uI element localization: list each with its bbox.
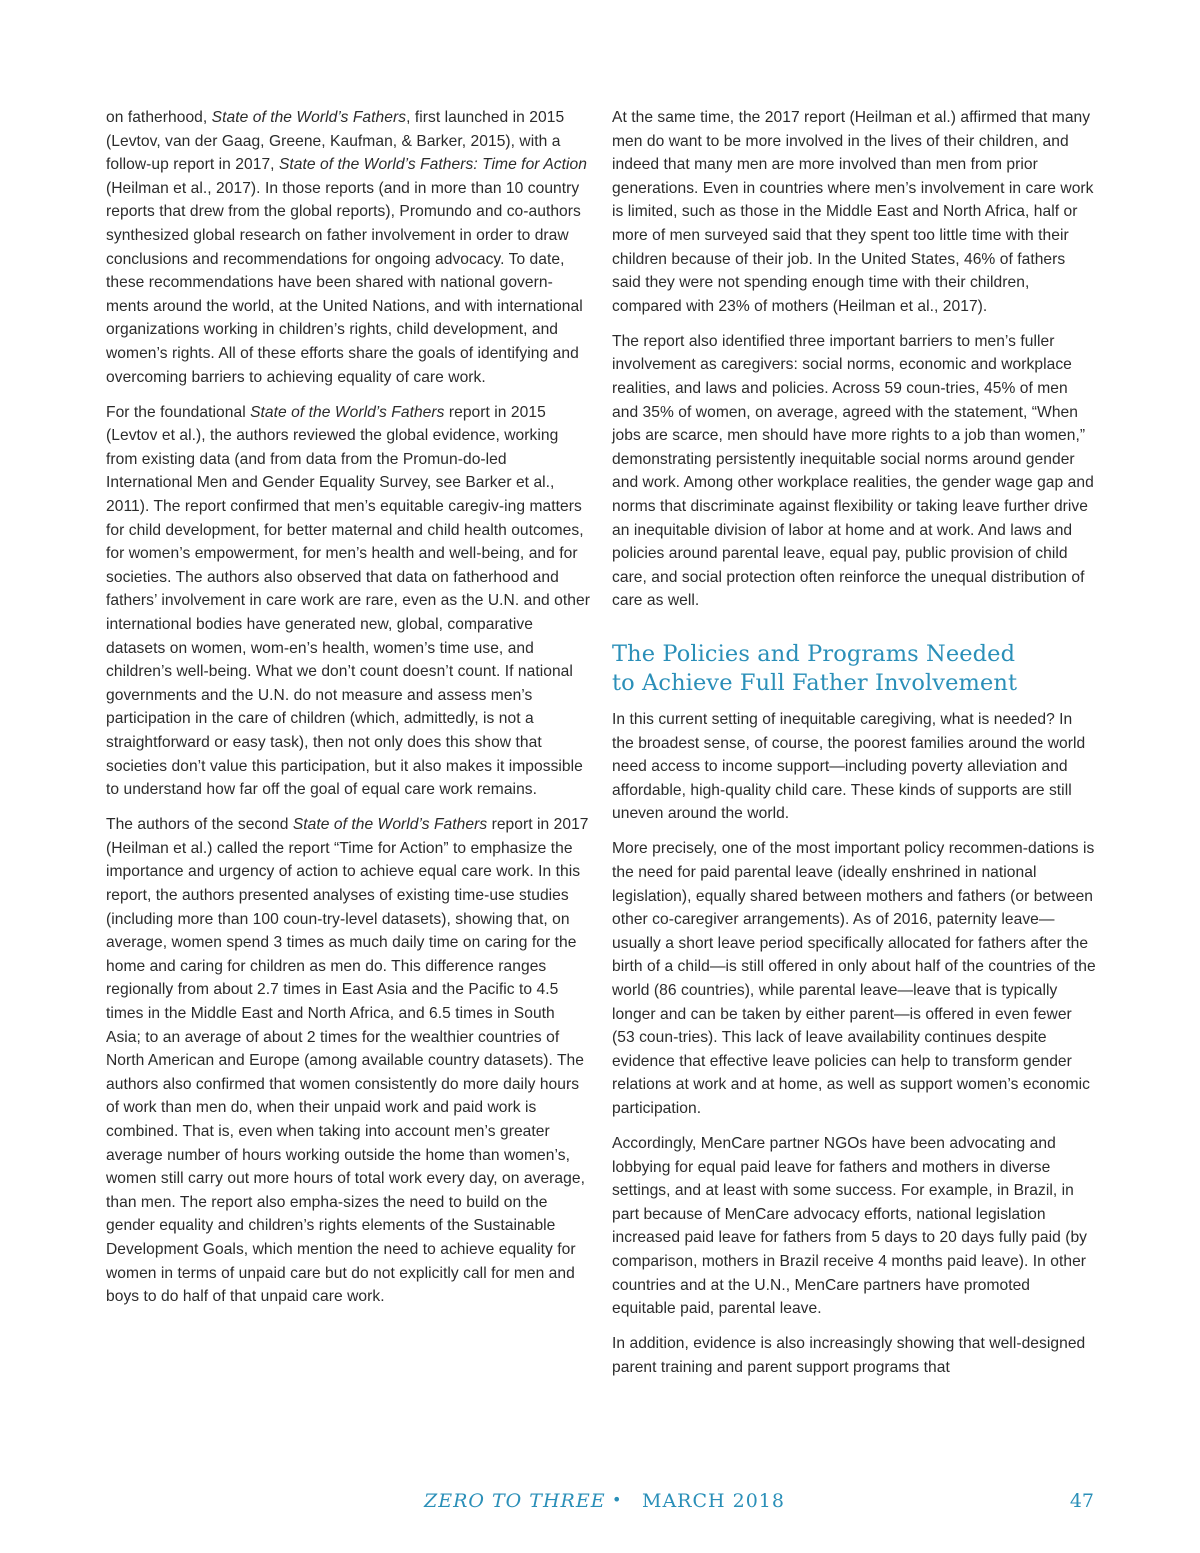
body-paragraph: In addition, evidence is also increasingly showing that well-designed parent training and parent support programs that bbox=[612, 1335, 1086, 1376]
paragraph-text: (Heilman et al., 2017). In those reports (and in more than 10 country reports that drew from the global reports), Promundo and co-authors synthesized global research on father involvement in order to draw conclusions and recommendations for ongoing advocacy. To date, these recommendations have been shared with national govern-ments around the world, at the United Nations, and with international organizations working in children’s rights, child development, and women’s rights. All of these efforts share the goals of identifying and overcoming barriers to achieving equality of care work. bbox=[106, 179, 583, 386]
body-paragraph bbox=[106, 106, 590, 389]
paragraph-text: report in 2017 (Heilman et al.) called the report “Time for Action” to emphasize the importance and urgency of action to achieve equal care work. In this report, the authors presented analyses of existing time-use studies (including more than 100 coun-try-level datasets), showing that, on average, women spend 3 times as much daily time on caring for the home and caring for children as men do. This difference ranges regionally from about 2.7 times in East Asia and the Pacific to 4.5 times in the Middle East and North Africa, and 6.5 times in South Asia; to an average of about 2 times for the wealthier countries of North American and Europe (among available country datasets). The authors also confirmed that women consistently do more daily hours of work than men do, when their unpaid work and paid work is combined. That is, even when taking into account men’s greater average number of hours working outside the home than women’s, women still carry out more hours of total work every day, on average, than men. The report also empha-sizes the need to build on the gender equality and children’s rights elements of the Sustainable Development Goals, which mention the need to achieve equality for women in terms of unpaid care but do not explicitly call for men and boys to do half of that unpaid care work. bbox=[106, 816, 589, 1306]
report-title: State of the World’s Fathers bbox=[250, 403, 445, 421]
report-title: State of the World’s Fathers bbox=[292, 816, 488, 834]
issue-date: MARCH 2018 bbox=[642, 1490, 785, 1512]
paragraph-text: report in 2015 (Levtov et al.), the authors reviewed the global evidence, working from existing data (and from data from the Promun-do-led International Men and Gender Equality Survey, see Barker et al., 2011). The report confirmed that men’s equitable caregiv-ing matters for child development, for better maternal and child health outcomes, for women’s empowerment, for men’s health and well-being, and for societies. The authors also observed that data on fatherhood and fathers’ involvement in care work are rare, even as the U.N. and other international bodies have generated new, global, comparative datasets on women, wom-en’s health, women’s time use, and children’s well-being. What we don’t count doesn’t count. If national governments and the U.N. do not measure and assess men’s participation in the care of children (which, admittedly, is not a straightforward or easy task), then not only does this show that societies don’t value this participation, but it also makes it impossible to understand how far off the goal of equal care work remains. bbox=[106, 403, 590, 799]
left-column bbox=[106, 106, 590, 1320]
paragraph-text: , first launched in 2015 (Levtov, van der Gaag, Greene, Kaufman, & Barker, 2015), with a follow-up report in 2017, bbox=[106, 109, 565, 174]
section-heading-line: to Achieve Full Father Involvement bbox=[612, 669, 1018, 696]
page-footer bbox=[0, 1488, 1200, 1518]
report-title: State of the World’s Fathers bbox=[211, 109, 407, 126]
right-column bbox=[612, 106, 1096, 1391]
section-heading-line: The Policies and Programs Needed bbox=[612, 640, 1016, 667]
body-paragraph: In this current setting of inequitable caregiving, what is needed? In the broadest sense, of course, the poorest families around the world need access to income support—including poverty alleviation and affordable, high-quality child care. These kinds of supports are still uneven around the world. bbox=[612, 710, 1086, 823]
body-paragraph bbox=[106, 813, 590, 1308]
paragraph-text: For the foundational bbox=[106, 403, 251, 421]
section-heading bbox=[612, 640, 1096, 698]
report-title: State of the World’s Fathers: Time for Action bbox=[278, 156, 587, 174]
body-paragraph bbox=[106, 401, 590, 802]
body-paragraph: Accordingly, MenCare partner NGOs have been advocating and lobbying for equal paid leave for fathers and mothers in diverse settings, and at least with some success. For example, in Brazil, in part because of MenCare advocacy efforts, national legislation increased paid leave for fathers from 5 days to 20 days fully paid (by comparison, mothers in Brazil receive 4 months paid leave). In other countries and at the U.N., MenCare partners have promoted equitable paid, parental leave. bbox=[612, 1135, 1088, 1318]
paragraph-text: The authors of the second bbox=[106, 816, 293, 834]
journal-name: ZERO TO THREE bbox=[424, 1490, 606, 1512]
body-paragraph: At the same time, the 2017 report (Heilman et al.) affirmed that many men do want to be more involved in the lives of their children, and indeed that many men are more involved than men from prior generations. Even in countries where men’s involvement in care work is limited, such as those in the Middle East and North Africa, half or more of men surveyed said that they spent too little time with their children because of their job. In the United States, 46% of fathers said they were not spending enough time with their children, compared with 23% of mothers (Heilman et al., 2017). bbox=[612, 109, 1094, 315]
page-number: 47 bbox=[1069, 1490, 1094, 1512]
paragraph-text: on fatherhood, bbox=[106, 109, 212, 126]
footer-bullet: • bbox=[612, 1490, 622, 1509]
body-paragraph: More precisely, one of the most important policy recommen-dations is the need for paid parental leave (ideally enshrined in national legislation), equally shared between mothers and fathers (or between other co-caregiver arrangements). As of 2016, paternity leave—usually a short leave period specifically allocated for fathers after the birth of a child—is still offered in only about half of the countries of the world (86 countries), while parental leave—leave that is typically longer and can be taken by either parent—is offered in even fewer (53 coun-tries). This lack of leave availability continues despite evidence that effective leave policies can help to transform gender relations at work and at home, as well as support women’s economic participation. bbox=[612, 840, 1096, 1117]
body-paragraph: The report also identified three important barriers to men’s fuller involvement as caregivers: social norms, economic and workplace realities, and laws and policies. Across 59 coun-tries, 45% of men and 35% of women, on average, agreed with the statement, “When jobs are scarce, men should have more rights to a job than women,” demonstrating persistently inequitable social norms around gender and work. Among other workplace realities, the gender wage gap and norms that discriminate against flexibility or taking leave further drive an inequitable division of labor at home and at work. And laws and policies around parental leave, equal pay, public provision of child care, and social protection often reinforce the unequal distribution of care as well. bbox=[612, 332, 1094, 610]
